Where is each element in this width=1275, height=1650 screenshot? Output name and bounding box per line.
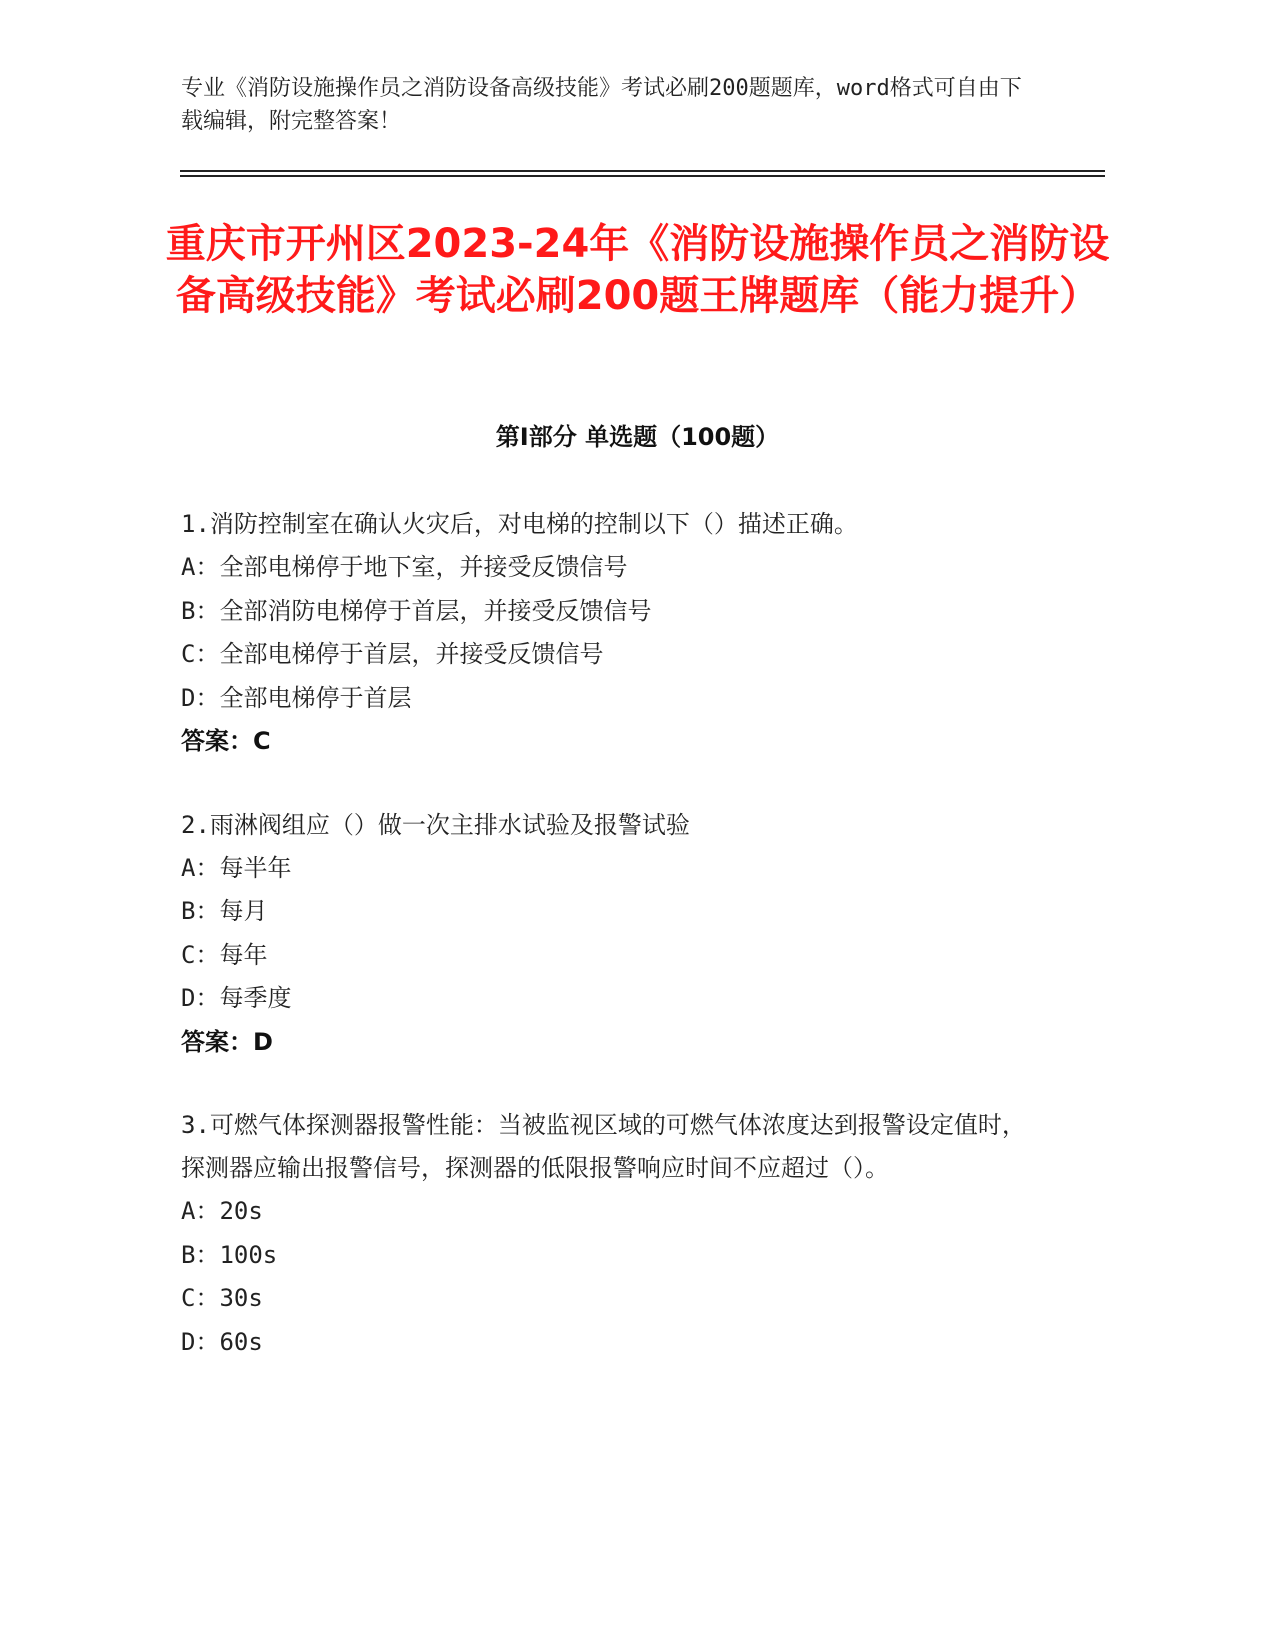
option-b: B：全部消防电梯停于首层，并接受反馈信号 — [181, 596, 652, 625]
question-item — [181, 1104, 1041, 1364]
option-d: D：60s — [181, 1327, 263, 1356]
option-c: C：30s — [181, 1284, 263, 1312]
header-divider-bottom — [180, 175, 1105, 177]
option-b: B：100s — [181, 1240, 278, 1269]
option-a: A：20s — [181, 1197, 263, 1225]
question-list — [181, 503, 1041, 1404]
option-c: C：每年 — [181, 940, 268, 969]
option-d: D：每季度 — [181, 984, 292, 1012]
option-a: A：每半年 — [181, 853, 292, 882]
option-d: D：全部电梯停于首层 — [181, 683, 412, 712]
answer-line: 答案：C — [181, 727, 271, 755]
section-title: 第Ⅰ部分 单选题（100题） — [495, 423, 780, 451]
question-stem: 2.雨淋阀组应（）做一次主排水试验及报警试验 — [181, 810, 690, 839]
answer-line: 答案：D — [181, 1027, 273, 1056]
question-item — [181, 503, 1041, 764]
option-c: C：全部电梯停于首层，并接受反馈信号 — [181, 640, 604, 668]
question-stem: 3.可燃气体探测器报警性能：当被监视区域的可燃气体浓度达到报警设定值时，探测器应输出报警信号，探测器的低限报警响应时间不应超过（）。 — [181, 1111, 1026, 1182]
document-title: 重庆市开州区2023-24年《消防设施操作员之消防设备高级技能》考试必刷200题王牌题库（能力提升） — [165, 221, 1110, 319]
option-b: B：每月 — [181, 897, 268, 925]
header-divider-top — [180, 170, 1105, 172]
question-item — [181, 804, 1041, 1065]
header-note: 专业《消防设施操作员之消防设备高级技能》考试必刷200题题库，word格式可自由下载编辑，附完整答案！ — [181, 76, 1022, 134]
option-a: A：全部电梯停于地下室，并接受反馈信号 — [181, 553, 628, 581]
question-stem: 1.消防控制室在确认火灾后，对电梯的控制以下（）描述正确。 — [181, 510, 858, 538]
